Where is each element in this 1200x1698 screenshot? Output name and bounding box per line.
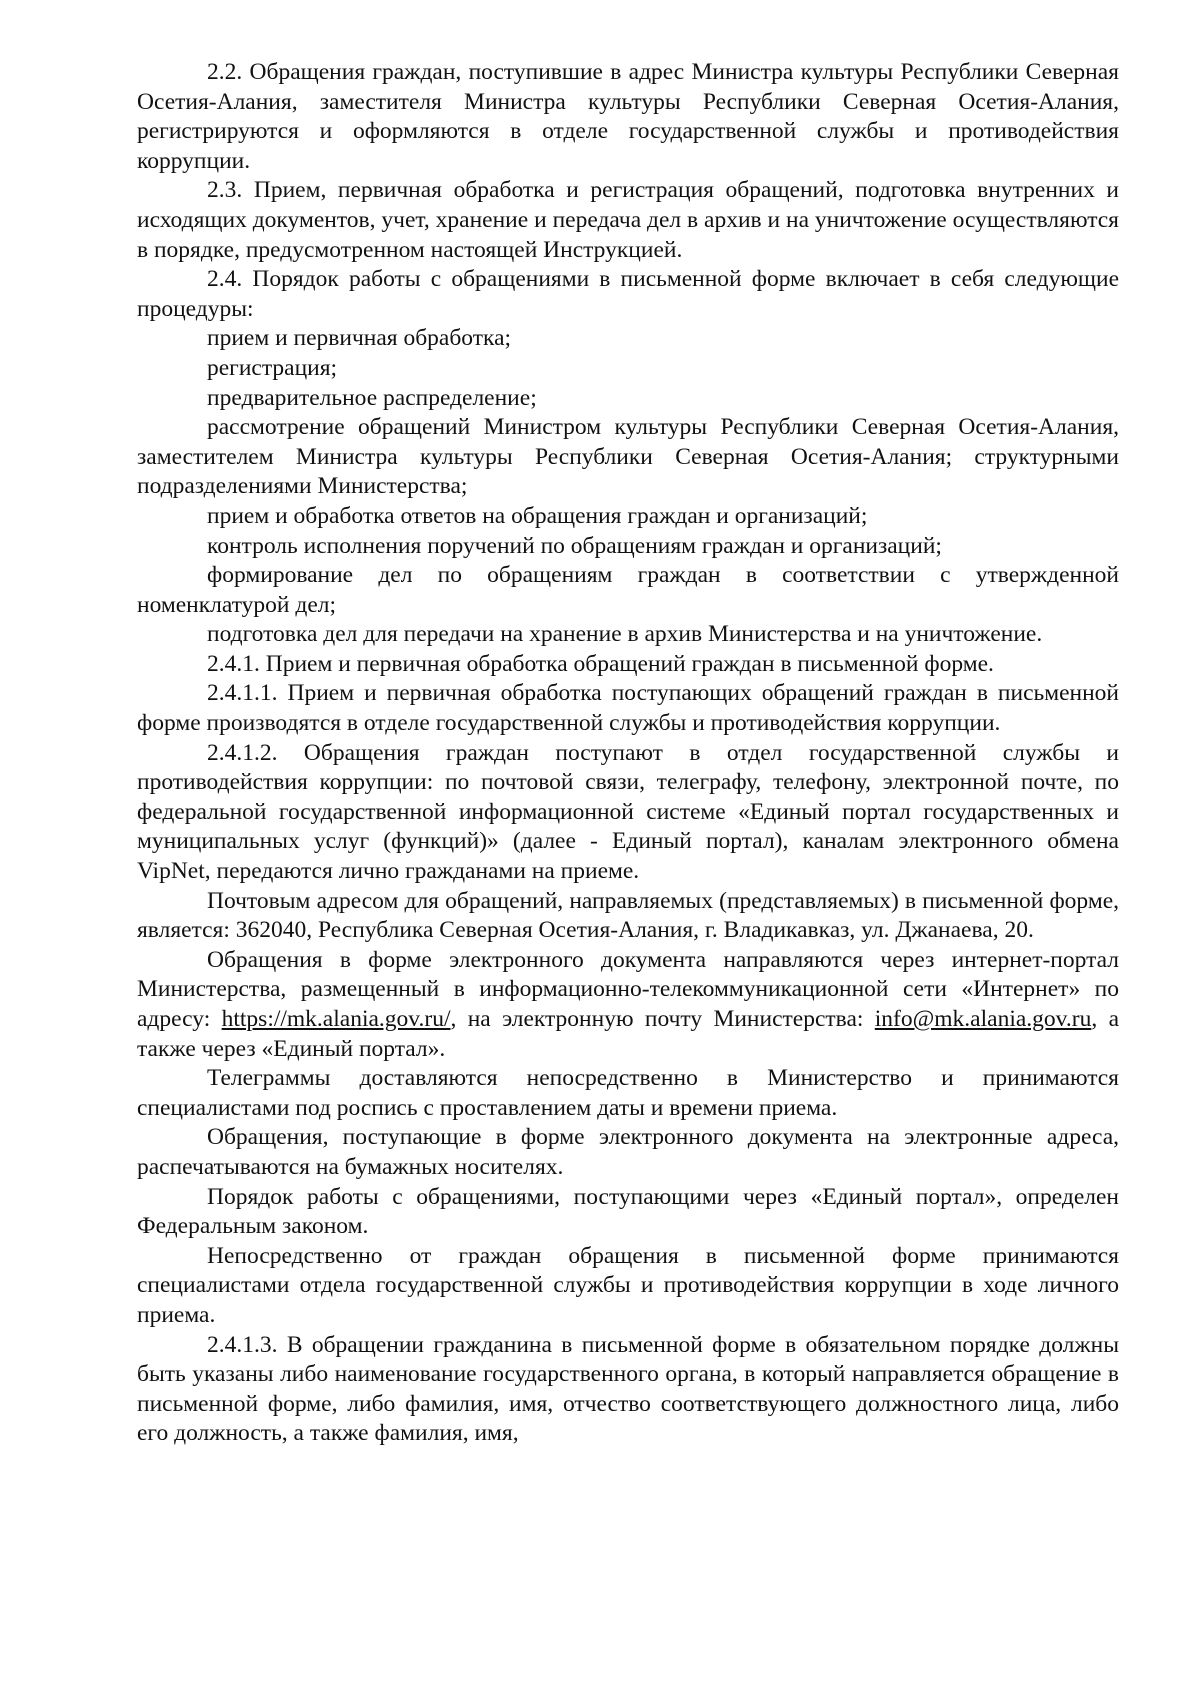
printing-paragraph: Обращения, поступающие в форме электронного документа на электронные адреса, распечатываются на бумажных носителях.: [137, 1124, 1119, 1180]
paragraph-2-4: 2.4. Порядок работы с обращениями в письменной форме включает в себя следующие процедуры:: [137, 266, 1119, 322]
ministry-email-link[interactable]: info@mk.alania.gov.ru: [874, 1006, 1092, 1032]
procedure-item: предварительное распределение;: [207, 384, 537, 411]
electronic-text-part1: Обращения в форме электронного документа направляются через интернет-портал Министерства, размещенный в информационно-телекоммуникационной сети «Интернет» по адресу:: [137, 946, 1119, 1032]
portal-url-link[interactable]: https://mk.alania.gov.ru/: [221, 1006, 451, 1032]
procedure-item: формирование дел по обращениям граждан в соответствии с утвержденной номенклатурой дел;: [137, 562, 1119, 618]
paragraph-2-4-1-1: 2.4.1.1. Прием и первичная обработка поступающих обращений граждан в письменной форме производятся в отделе государственной службы и противодействия коррупции.: [137, 680, 1119, 737]
personal-reception-paragraph: Непосредственно от граждан обращения в письменной форме принимаются специалистами отдела государственной службы и противодействия коррупции в ходе личного приема.: [137, 1242, 1119, 1328]
paragraph-2-3: 2.3. Прием, первичная обработка и регистрация обращений, подготовка внутренних и исходящих документов, учет, хранение и передача дел в архив и на уничтожение осуществляются в порядке, предусмотренном настоящей Инструкцией.: [137, 177, 1119, 263]
document-body: [137, 58, 1119, 1449]
paragraph-2-4-1-3: 2.4.1.3. В обращении гражданина в письменной форме в обязательном порядке должны быть указаны либо наименование государственного органа, в который направляется обращение в письменной форме, либо фамилия, имя, отчество соответствующего должностного лица, либо его должность, а также фамилия, имя,: [137, 1331, 1119, 1447]
electronic-appeals-paragraph: [137, 946, 1119, 1064]
electronic-text-part3: , а также через «Единый портал».: [137, 1006, 1120, 1062]
procedure-item: регистрация;: [207, 354, 338, 381]
procedure-item: прием и первичная обработка;: [207, 325, 512, 352]
procedure-item: рассмотрение обращений Министром культуры Республики Северная Осетия-Алания, заместителем Министра культуры Республики Северная Осетия-Алания; структурными подразделениями Министерства;: [137, 414, 1119, 500]
telegrams-paragraph: Телеграммы доставляются непосредственно в Министерство и принимаются специалистами под роспись с проставлением даты и времени приема.: [137, 1065, 1119, 1121]
procedure-item: подготовка дел для передачи на хранение в архив Министерства и на уничтожение.: [207, 621, 1043, 648]
paragraph-2-2: 2.2. Обращения граждан, поступившие в адрес Министра культуры Республики Северная Осетия-Алания, заместителя Министра культуры Республики Северная Осетия-Алания, регистрируются и оформляются в отделе государственной службы и противодействия коррупции.: [137, 59, 1119, 174]
postal-address-paragraph: Почтовым адресом для обращений, направляемых (представляемых) в письменной форме, является: 362040, Республика Северная Осетия-Алания, г. Владикавказ, ул. Джанаева, 20.: [137, 887, 1119, 944]
procedure-item: прием и обработка ответов на обращения граждан и организаций;: [207, 502, 868, 529]
paragraph-2-4-1-2: 2.4.1.2. Обращения граждан поступают в отдел государственной службы и противодействия коррупции: по почтовой связи, телеграфу, телефону, электронной почте, по федеральной государственной информационной системе «Единый портал государственных и муниципальных услуг (функций)» (далее - Единый портал), каналам электронного обмена VipNet, передаются лично гражданами на приеме.: [137, 739, 1119, 885]
procedure-item: контроль исполнения поручений по обращениям граждан и организаций;: [207, 532, 942, 559]
portal-procedure-paragraph: Порядок работы с обращениями, поступающими через «Единый портал», определен Федеральным законом.: [137, 1183, 1119, 1240]
paragraph-2-4-1: 2.4.1. Прием и первичная обработка обращений граждан в письменной форме.: [207, 650, 994, 677]
electronic-text-part2: , на электронную почту Министерства:: [450, 1006, 875, 1032]
